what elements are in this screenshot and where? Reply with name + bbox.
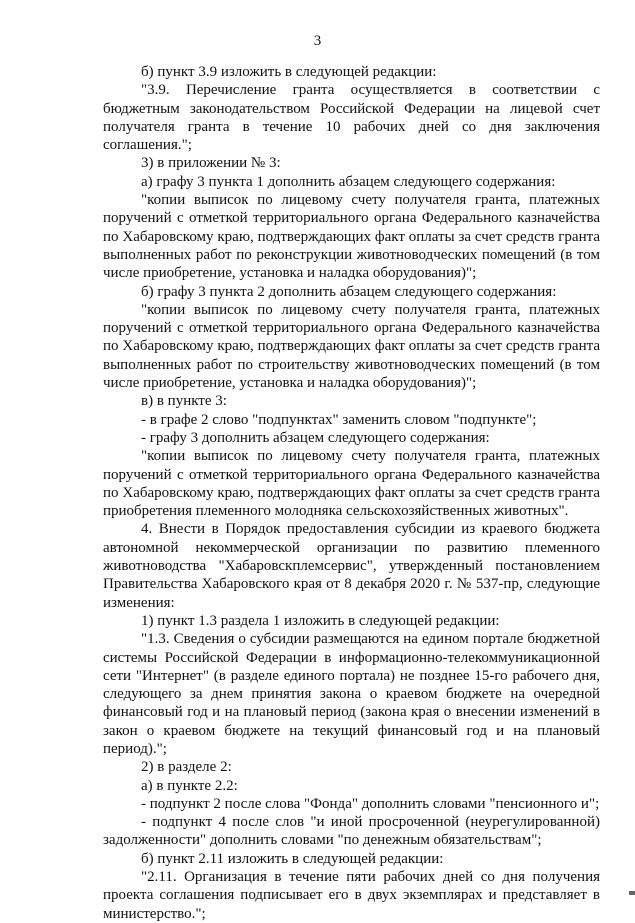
paragraph-item-2-section-2: 2) в разделе 2:	[141, 759, 232, 776]
paragraph-section-4: 4. Внести в Порядок предоставления субсидии из краевого бюджета автономной некоммерческой организации по развитию племенного животноводства "Хабаровскплемсервис", утвержденный постановлением Правительства Хабаровского края от 8 декабря 2020 г. № 537-пр, следующие изменения:	[103, 521, 600, 611]
paragraph-column-2-replace: - в графе 2 слово "подпунктах" заменить словом "подпункте";	[141, 411, 537, 428]
paragraph-subpoint-4: - подпункт 4 после слов "и иной просроченной (неурегулированной) задолженности" дополнить словами "по денежным обязательствам";	[103, 814, 600, 849]
paragraph-subpoint-2: - подпункт 2 после слова "Фонда" дополнить словами "пенсионного и";	[141, 795, 600, 812]
paragraph-quote-reconstruction: "копии выписок по лицевому счету получателя гранта, платежных поручений с отметкой территориального органа Федерального казначейства по Хабаровскому краю, подтверждающих факт оплаты за счет средств гранта выполненных работ по реконструкции животноводческих помещений (в том числе приобретение, установка и наладка оборудования)";	[103, 192, 600, 282]
paragraph-item-1-point-1-3: 1) пункт 1.3 раздела 1 изложить в следующей редакции:	[141, 612, 500, 629]
paragraph-quote-construction: "копии выписок по лицевому счету получателя гранта, платежных поручений с отметкой территориального органа Федерального казначейства по Хабаровскому краю, подтверждающих факт оплаты за счет средств гранта выполненных работ по строительству животноводческих помещений (в том числе приобретение, установка и наладка оборудования)";	[103, 301, 600, 392]
paragraph-quote-3-9: "3.9. Перечисление гранта осуществляется в соответствии с бюджетным законодательством Российской Федерации на лицевой счет получателя гранта в течение 10 рабочих дней со дня заключения соглашения.";	[103, 82, 600, 154]
paragraph-quote-1-3: "1.3. Сведения о субсидии размещаются на едином портале бюджетной системы Российской Федерации в информационно-телекоммуникационной сети "Интернет" (в разделе единого портала) не позднее 15-го рабочего дня, следующего за днем принятия закона о краевом бюджете на очередной финансовый год и на плановый период (закона края о внесении изменений в закон о краевом бюджете на текущий финансовый год и на плановый период).";	[103, 631, 600, 757]
paragraph-quote-livestock: "копии выписок по лицевому счету получателя гранта, платежных поручений с отметкой территориального органа Федерального казначейства по Хабаровскому краю, подтверждающих факт оплаты за счет средств гранта приобретения племенного молодняка сельскохозяйственных животных".	[103, 448, 600, 520]
paragraph-column-3-add: - графу 3 дополнить абзацем следующего содержания:	[141, 429, 490, 446]
paragraph-appendix-3: 3) в приложении № 3:	[141, 155, 281, 172]
paragraph-item-a-column-3-point-1: а) графу 3 пункта 1 дополнить абзацем следующего содержания:	[141, 173, 556, 190]
paragraph-item-b-point-2-11: б) пункт 2.11 изложить в следующей редакции:	[141, 850, 444, 867]
scan-edge-mark	[629, 891, 635, 895]
paragraph-quote-2-11: "2.11. Организация в течение пяти рабочих дней со дня получения проекта соглашения подписывает его в двух экземплярах и представляет в министерство.";	[103, 869, 600, 922]
paragraph-item-a-point-2-2: а) в пункте 2.2:	[141, 777, 238, 794]
paragraph-item-b-3-9: б) пункт 3.9 изложить в следующей редакции:	[141, 64, 437, 80]
paragraph-item-v-point-3: в) в пункте 3:	[141, 393, 227, 410]
paragraph-item-b-column-3-point-2: б) графу 3 пункта 2 дополнить абзацем следующего содержания:	[141, 283, 557, 300]
document-body	[103, 63, 600, 923]
page-number: 3	[313, 33, 322, 49]
